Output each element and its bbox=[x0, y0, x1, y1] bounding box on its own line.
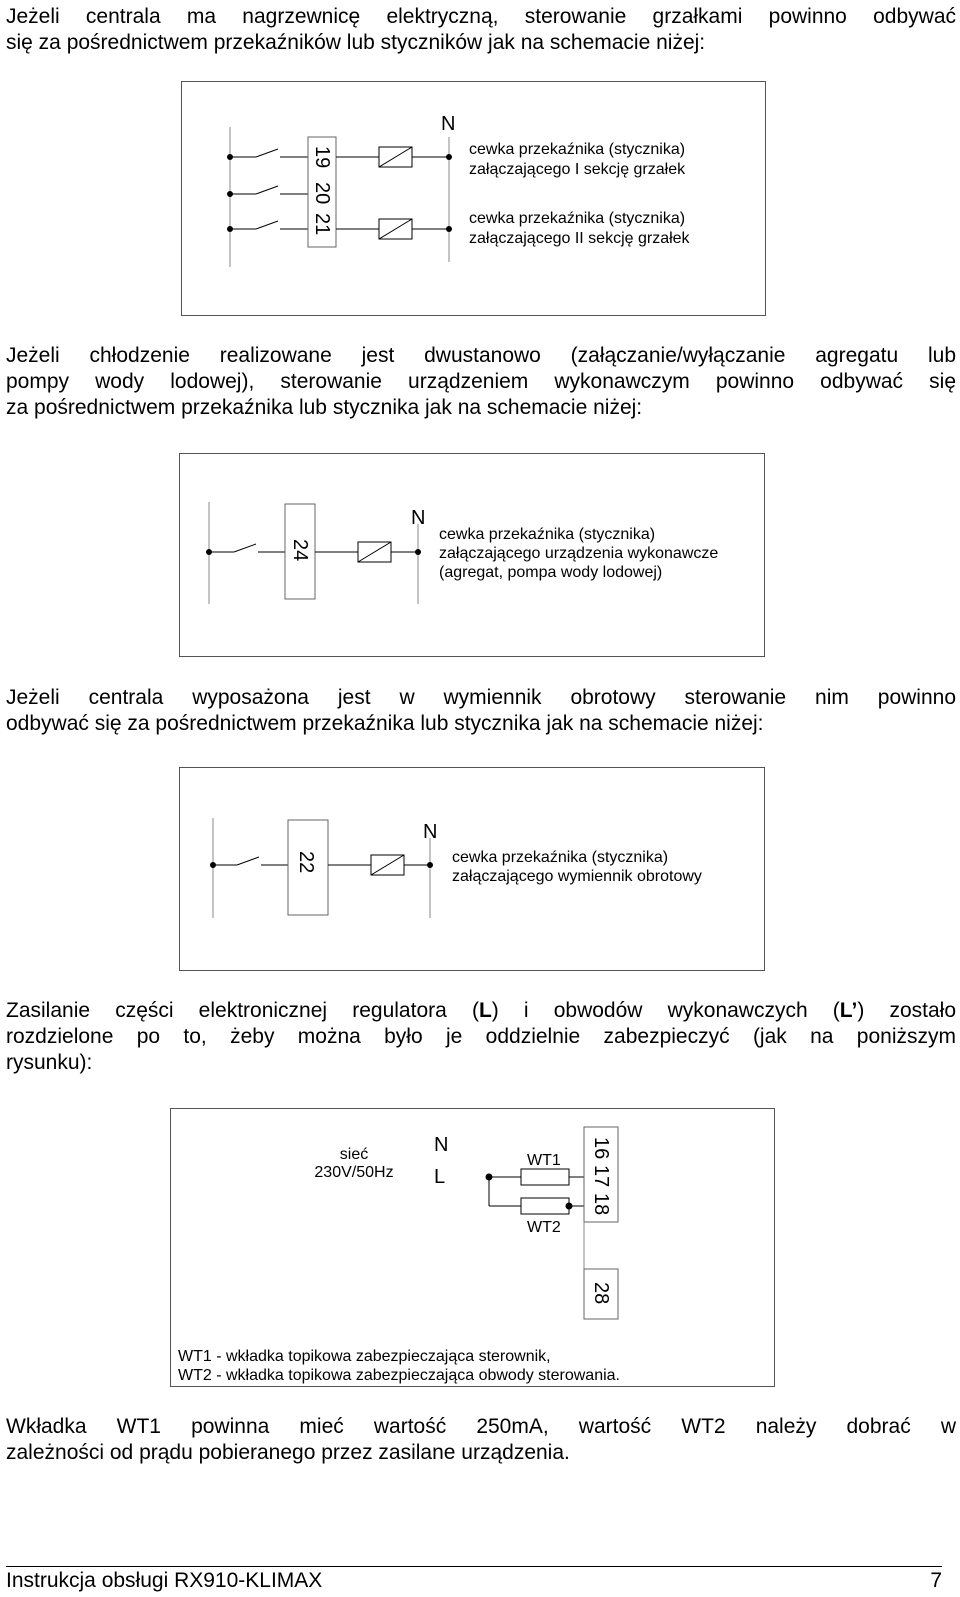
coil-label-line: cewka przekaźnika (stycznika) bbox=[439, 526, 656, 543]
neutral-label: N bbox=[423, 821, 438, 843]
terminal-20: 20 bbox=[311, 182, 333, 205]
coil-label-line: załączającego wymiennik obrotowy bbox=[452, 868, 702, 885]
paragraph-fuse-values bbox=[6, 1414, 956, 1466]
terminal-17: 17 bbox=[590, 1165, 612, 1188]
coil-label-line: cewka przekaźnika (stycznika) bbox=[452, 849, 669, 866]
paragraph-heater bbox=[6, 4, 956, 56]
diagram-fuses bbox=[170, 1108, 775, 1387]
coil-label-line: (agregat, pompa wody lodowej) bbox=[439, 564, 663, 581]
paragraph-line: pompy wody lodowej), sterowanie urządzeniem wykonawczym powinno odbywać się bbox=[6, 370, 956, 393]
diagram-cooling-relay bbox=[179, 453, 765, 657]
terminal-16: 16 bbox=[590, 1137, 612, 1160]
legend-line: WT2 - wkładka topikowa zabezpieczająca obwody sterowania. bbox=[178, 1367, 620, 1384]
diagram-cooling-svg bbox=[180, 454, 764, 656]
symbol-L: L bbox=[478, 999, 492, 1022]
symbol-L-prime: L’ bbox=[839, 999, 858, 1022]
terminal-22: 22 bbox=[295, 851, 317, 874]
diagram-heater-relays bbox=[181, 81, 766, 316]
terminal-19: 19 bbox=[311, 146, 333, 169]
paragraph-cooling bbox=[6, 343, 956, 421]
paragraph-line: Jeżeli centrala ma nagrzewnicę elektryczną, sterowanie grzałkami powinno odbywać bbox=[6, 5, 956, 28]
diagram-rotary-exchanger bbox=[179, 767, 765, 971]
neutral-label: N bbox=[441, 113, 456, 135]
diagram-fuses-svg bbox=[171, 1109, 774, 1386]
text-fragment: ) zostało bbox=[857, 999, 956, 1022]
coil-label-line: załączającego urządzenia wykonawcze bbox=[439, 545, 719, 562]
diagram-heater-svg bbox=[182, 82, 765, 315]
coil1-label-line: załączającego I sekcję grzałek bbox=[469, 161, 686, 178]
neutral-label: N bbox=[434, 1134, 449, 1156]
paragraph-line: Jeżeli chłodzenie realizowane jest dwustanowo (załączanie/wyłączanie agregatu lub bbox=[6, 344, 956, 367]
page-number: 7 bbox=[930, 1569, 942, 1592]
fuse-wt2-label: WT2 bbox=[527, 1219, 561, 1236]
terminal-28: 28 bbox=[590, 1282, 612, 1305]
coil1-label-line: cewka przekaźnika (stycznika) bbox=[469, 141, 686, 158]
paragraph-line: za pośrednictwem przekaźnika lub stycznika jak na schemacie niżej: bbox=[6, 396, 643, 419]
supply-label-line: 230V/50Hz bbox=[314, 1164, 394, 1181]
paragraph-line: Jeżeli centrala wyposażona jest w wymiennik obrotowy sterowanie nim powinno bbox=[6, 686, 956, 709]
paragraph-line: odbywać się za pośrednictwem przekaźnika lub stycznika jak na schemacie niżej: bbox=[6, 712, 764, 735]
paragraph-line: rozdzielone po to, żeby można było je oddzielnie zabezpieczyć (jak na poniższym bbox=[6, 1025, 956, 1048]
fuse-wt1-label: WT1 bbox=[527, 1152, 561, 1169]
paragraph-rotary-exchanger bbox=[6, 685, 956, 737]
line-label: L bbox=[434, 1166, 446, 1188]
text-fragment: Zasilanie części elektronicznej regulatora ( bbox=[6, 999, 479, 1022]
coil2-label-line: załączającego II sekcję grzałek bbox=[469, 230, 690, 247]
paragraph-line bbox=[6, 998, 956, 1024]
footer-divider bbox=[6, 1566, 942, 1567]
supply-label-line: sieć bbox=[339, 1146, 369, 1163]
paragraph-line: rysunku): bbox=[6, 1051, 93, 1074]
paragraph-line: się za pośrednictwem przekaźników lub styczników jak na schemacie niżej: bbox=[6, 31, 706, 54]
footer-title: Instrukcja obsługi RX910-KLIMAX bbox=[6, 1569, 323, 1592]
legend-line: WT1 - wkładka topikowa zabezpieczająca sterownik, bbox=[178, 1348, 551, 1365]
paragraph-power-supply bbox=[6, 998, 956, 1076]
neutral-label: N bbox=[411, 507, 426, 529]
paragraph-line: Wkładka WT1 powinna mieć wartość 250mA, wartość WT2 należy dobrać w bbox=[6, 1415, 956, 1438]
coil2-label-line: cewka przekaźnika (stycznika) bbox=[469, 210, 686, 227]
text-fragment: ) i obwodów wykonawczych ( bbox=[491, 999, 840, 1022]
terminal-18: 18 bbox=[590, 1193, 612, 1216]
diagram-rotary-svg bbox=[180, 768, 764, 970]
terminal-24: 24 bbox=[289, 539, 311, 562]
paragraph-line: zależności od prądu pobieranego przez zasilane urządzenia. bbox=[6, 1441, 570, 1464]
terminal-21: 21 bbox=[311, 213, 333, 236]
